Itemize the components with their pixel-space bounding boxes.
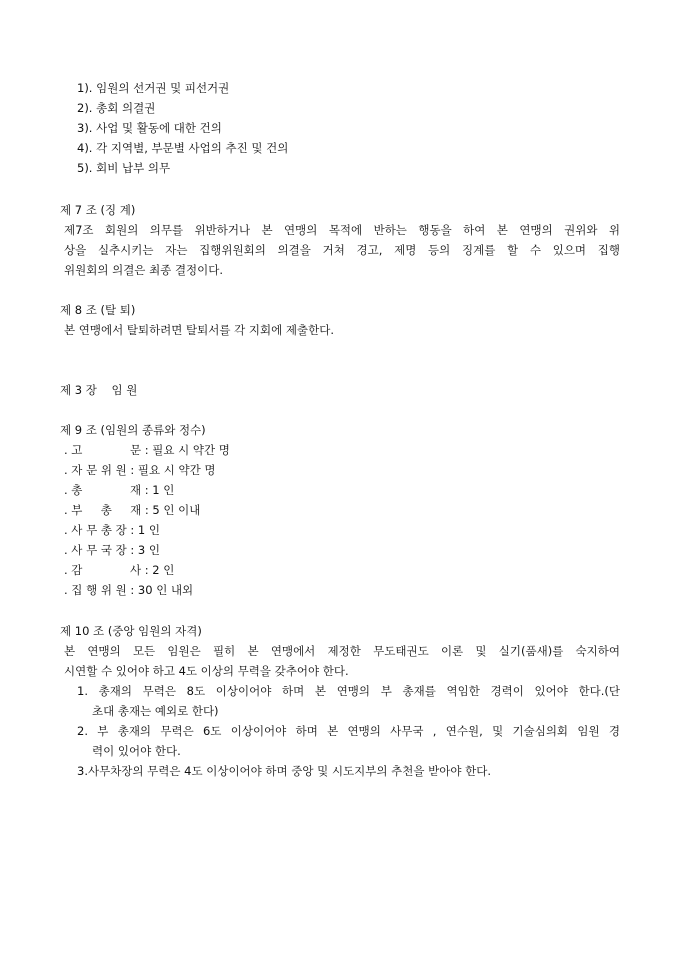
roster-item: . 사 무 국 장 : 3 인 xyxy=(64,543,160,557)
qualification-item-cont: 력이 있어야 한다. xyxy=(92,744,181,758)
roster-item: . 부 총 재 : 5 인 이내 xyxy=(64,503,201,517)
roster-item: . 자 문 위 원 : 필요 시 약간 명 xyxy=(64,463,216,477)
chapter-3-heading: 제 3 장 임 원 xyxy=(60,383,138,397)
list-item: 3). 사업 및 활동에 대한 건의 xyxy=(77,121,222,135)
list-item: 5). 회비 납부 의무 xyxy=(77,161,171,175)
article-9-heading: 제 9 조 (임원의 종류와 정수) xyxy=(60,423,206,437)
list-item: 4). 각 지역별, 부문별 사업의 추진 및 건의 xyxy=(77,141,289,155)
article-7-line: 상을 실추시키는 자는 집행위원회의 의결을 거쳐 경고, 제명 등의 징계를 할 수 있으며 집행 xyxy=(64,243,620,257)
roster-item: . 총 재 : 1 인 xyxy=(64,483,175,497)
article-7-line: 제7조 회원의 의무를 위반하거나 본 연맹의 목적에 반하는 행동을 하여 본 연맹의 권위와 위 xyxy=(64,223,620,237)
roster-item: . 고 문 : 필요 시 약간 명 xyxy=(64,443,230,457)
roster-item: . 사 무 총 장 : 1 인 xyxy=(64,523,160,537)
article-8-line: 본 연맹에서 탈퇴하려면 탈퇴서를 각 지회에 제출한다. xyxy=(64,323,334,337)
qualification-item-cont: 초대 총재는 예외로 한다) xyxy=(92,704,219,718)
article-10-intro-line: 시연할 수 있어야 하고 4도 이상의 무력을 갖추어야 한다. xyxy=(64,664,349,678)
article-10-intro-line: 본 연맹의 모든 임원은 필히 본 연맹에서 제정한 무도태권도 이론 및 실기(품새)를 숙지하여 xyxy=(64,644,620,658)
roster-item: . 감 사 : 2 인 xyxy=(64,563,175,577)
article-7-heading: 제 7 조 (징 계) xyxy=(60,203,136,217)
list-item: 2). 총회 의결권 xyxy=(77,101,156,115)
article-8-heading: 제 8 조 (탈 퇴) xyxy=(60,303,136,317)
article-10-heading: 제 10 조 (중앙 임원의 자격) xyxy=(60,624,202,638)
qualification-item: 2. 부 총재의 무력은 6도 이상이어야 하며 본 연맹의 사무국 , 연수원, 및 기술심의회 임원 경 xyxy=(77,724,620,738)
article-7-line: 위원회의 의결은 최종 결정이다. xyxy=(64,263,224,277)
list-item: 1). 임원의 선거권 및 피선거권 xyxy=(77,81,230,95)
qualification-item: 1. 총재의 무력은 8도 이상이어야 하며 본 연맹의 부 총재를 역임한 경력이 있어야 한다.(단 xyxy=(77,684,620,698)
roster-item: . 집 행 위 원 : 30 인 내외 xyxy=(64,583,194,597)
qualification-item: 3.사무차장의 무력은 4도 이상이어야 하며 중앙 및 시도지부의 추천을 받아야 한다. xyxy=(77,764,491,778)
